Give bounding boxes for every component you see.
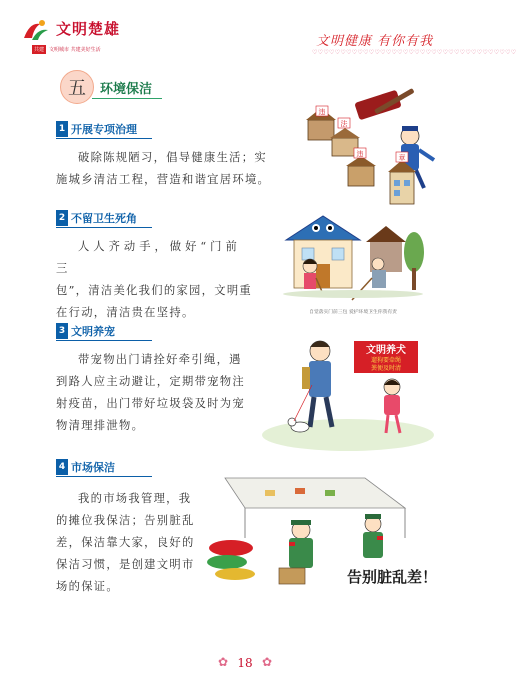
body-line: 射疫苗，出门带好垃圾袋及时为宠	[56, 397, 245, 410]
chapter-number: 五	[60, 70, 94, 104]
section-header-4	[56, 459, 115, 475]
market-manager-icon	[363, 514, 383, 558]
logo-title: 文明楚雄	[56, 20, 121, 38]
header-slogan: 文明健康 有你有我	[316, 34, 434, 49]
section-body-1	[56, 147, 278, 191]
market-slogan: 告别脏乱差！	[346, 568, 437, 586]
section-underline	[56, 138, 152, 139]
poster-line: 遛狗要牵绳	[370, 357, 402, 364]
logo-emblem-icon	[20, 18, 50, 44]
svg-text:章: 章	[398, 154, 406, 162]
poster-title: 文明养犬	[366, 345, 406, 356]
footer-ornament-icon: ✿	[218, 655, 229, 669]
body-line: 施城乡清洁工程，营造和谐宜居环境。	[56, 173, 271, 186]
body-line: 保洁习惯，是创建文明市	[56, 558, 195, 571]
hammer-icon	[354, 88, 414, 120]
body-line: 场的保证。	[56, 580, 119, 593]
section-header-2	[56, 210, 137, 226]
chapter-title: 环境保洁	[100, 82, 153, 97]
cleaning-worker-icon	[279, 520, 313, 584]
section-number: 4	[56, 459, 68, 475]
svg-text:违: 违	[356, 150, 364, 158]
heart-border: ♡♡♡♡♡♡♡♡♡♡♡♡♡♡♡♡♡♡♡♡♡♡♡♡♡♡♡♡♡♡♡♡♡♡♡♡	[312, 49, 516, 56]
logo-subtitle	[32, 44, 101, 54]
section-title: 开展专项治理	[71, 123, 137, 136]
footer-ornament-icon: ✿	[262, 655, 273, 669]
illustration-caption: 自觉落实门前三包 爱护环境卫生你我有责	[309, 310, 397, 315]
body-line: 差，保洁靠大家，良好的	[56, 536, 195, 549]
section-underline	[56, 340, 152, 341]
poster-sign	[354, 341, 418, 373]
svg-text:法: 法	[340, 120, 348, 128]
logo-sub-text: 文明城市 共建美好生活	[49, 46, 101, 53]
body-line: 带宠物出门请拴好牵引绳，遇	[78, 353, 242, 366]
shack-house-icon	[306, 106, 336, 140]
logo-badge: 共建	[34, 46, 45, 53]
section-title: 文明养宠	[71, 325, 115, 338]
section-title: 市场保洁	[71, 461, 115, 474]
body-line: 到路人应主动避让，定期带宠物注	[56, 375, 245, 388]
poster-line: 粪便及时清	[370, 365, 402, 372]
section-underline	[56, 476, 152, 477]
section-number: 3	[56, 323, 68, 339]
section-body-2	[56, 236, 256, 324]
section-body-4	[56, 488, 206, 598]
section-body-3	[56, 349, 262, 437]
section-title: 不留卫生死角	[71, 212, 137, 225]
tree-icon	[404, 232, 424, 290]
man-with-bag-icon	[302, 341, 332, 427]
section-number: 2	[56, 210, 68, 226]
grandmother-icon	[352, 226, 406, 300]
body-line: 在行动，清洁贵在坚持。	[56, 306, 195, 319]
dog-icon	[288, 385, 312, 432]
section-number: 1	[56, 121, 68, 137]
svg-text:违: 违	[318, 108, 326, 116]
smiling-house-icon	[286, 216, 360, 288]
section-header-1	[56, 121, 137, 137]
market-cleaning-illustration	[205, 468, 437, 604]
page-number: 18	[237, 656, 253, 670]
civilized-dog-walking-illustration	[262, 323, 434, 451]
body-line: 包”，清洁美化我们的家园，文明重	[56, 284, 253, 297]
body-line: 的摊位我保洁；告别脏乱	[56, 514, 195, 527]
body-line: 人人齐动手，做好“门前三	[56, 240, 241, 275]
vegetable-pile-icon	[207, 540, 255, 580]
body-line: 破除陈规陋习，倡导健康生活；实	[78, 151, 267, 164]
body-line: 我的市场我管理，我	[78, 492, 192, 505]
illegal-building-demolition-illustration	[298, 76, 443, 211]
body-line: 物清理排泄物。	[56, 419, 145, 432]
section-header-3	[56, 323, 115, 339]
doorstep-cleaning-illustration	[278, 212, 428, 316]
section-underline	[56, 227, 152, 228]
chapter-underline	[92, 98, 162, 99]
